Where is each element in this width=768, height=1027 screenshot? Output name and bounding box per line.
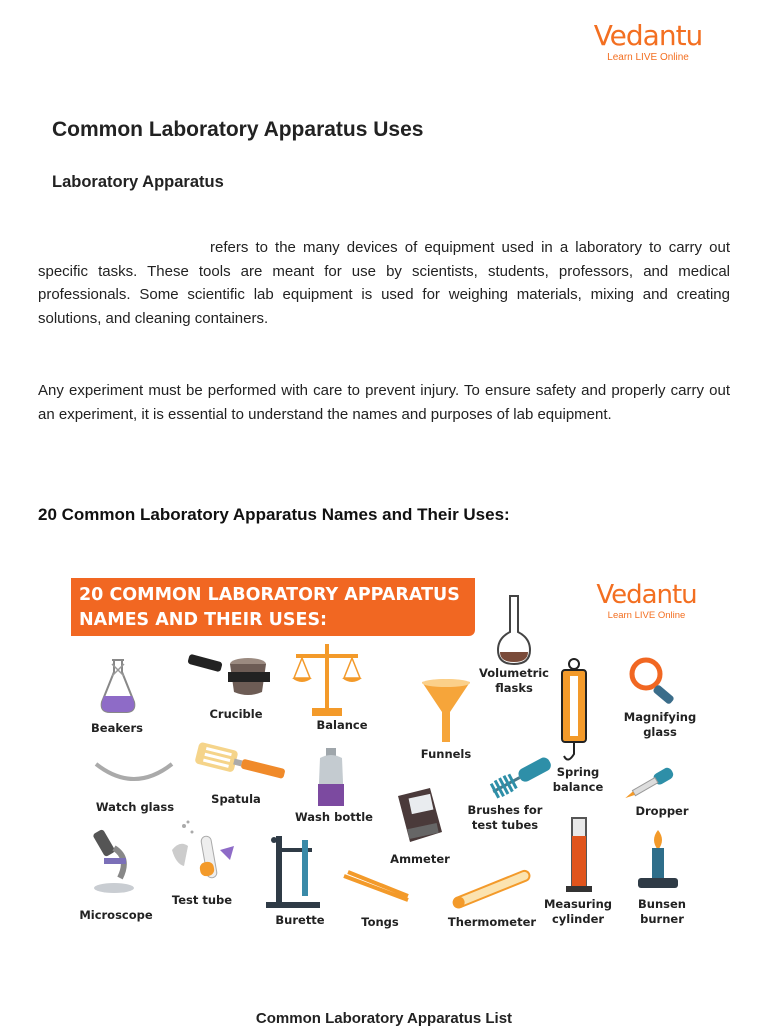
label-tongs: Tongs — [361, 915, 399, 929]
label-dropper: Dropper — [635, 804, 689, 818]
logo-wordmark: Vedantu — [593, 19, 703, 52]
apparatus-list-heading: Common Laboratory Apparatus List — [255, 1010, 513, 1027]
wash-bottle-icon — [314, 746, 348, 810]
watch-glass-icon — [94, 760, 174, 786]
label-volumetric-flasks: Volumetric flasks — [478, 666, 549, 695]
volumetric-flask-icon — [496, 594, 532, 666]
poster-banner-text: 20 COMMON LABORATORY APPARATUS NAMES AND THEIR USES: — [79, 585, 460, 630]
label-bunsen-burner: Bunsen burner — [638, 897, 686, 926]
intro-paragraph — [38, 236, 730, 330]
label-ammeter: Ammeter — [390, 852, 450, 866]
apparatus-infographic — [66, 570, 702, 932]
bunsen-burner-icon — [632, 826, 684, 892]
label-thermometer: Thermometer — [447, 915, 537, 929]
label-test-tube: Test tube — [171, 893, 233, 907]
test-tube-icon — [170, 820, 240, 884]
label-balance: Balance — [316, 718, 368, 732]
vedantu-logo[interactable] — [588, 19, 708, 63]
poster-banner — [71, 578, 475, 636]
crucible-icon — [186, 654, 270, 702]
label-watch-glass: Watch glass — [95, 800, 175, 814]
spatula-icon — [190, 748, 288, 792]
poster-logo-tagline: Learn LIVE Online — [607, 610, 686, 621]
page-title: Common Laboratory Apparatus Uses — [52, 118, 424, 141]
label-measuring-cylinder: Measuring cylinder — [543, 897, 613, 926]
poster-logo-wordmark: Vedantu — [596, 580, 697, 610]
balance-icon — [292, 642, 362, 718]
label-wash-bottle: Wash bottle — [295, 810, 373, 824]
label-beakers: Beakers — [91, 721, 143, 735]
ammeter-icon — [394, 786, 446, 844]
funnel-icon — [420, 678, 472, 744]
logo-tagline: Learn LIVE Online — [607, 52, 689, 63]
burette-icon — [262, 832, 324, 910]
poster-logo — [594, 582, 699, 621]
label-brushes: Brushes for test tubes — [467, 803, 543, 832]
label-spatula: Spatula — [211, 792, 261, 806]
section-heading: 20 Common Laboratory Apparatus Names and Their Uses: — [38, 505, 510, 524]
label-magnifying-glass: Magnifying glass — [623, 710, 697, 739]
label-crucible: Crucible — [209, 707, 263, 721]
magnifying-glass-icon — [628, 656, 684, 704]
section-subtitle: Laboratory Apparatus — [52, 173, 224, 191]
dropper-icon — [620, 768, 680, 802]
intro-paragraph-text: refers to the many devices of equipment used in a laboratory to carry out specific tasks. These tools are meant for use by scientists, students, professors, and medical professionals. Some scientific lab equipment is used for weighing materials, mixing and creating solutions, and cleaning containers. — [38, 239, 730, 327]
label-funnels: Funnels — [420, 747, 472, 761]
measuring-cylinder-icon — [564, 816, 594, 896]
label-spring-balance: Spring balance — [552, 765, 604, 794]
label-microscope: Microscope — [79, 908, 153, 922]
thermometer-icon — [446, 866, 538, 912]
label-burette: Burette — [275, 913, 325, 927]
spring-balance-icon — [558, 658, 590, 764]
microscope-icon — [92, 828, 140, 894]
safety-paragraph: Any experiment must be performed with care to prevent injury. To ensure safety and properly carry out an experiment, it is essential to understand the names and purposes of lab equipment. — [38, 382, 730, 423]
beaker-icon — [94, 656, 142, 716]
tongs-icon — [342, 868, 412, 908]
test-tube-brush-icon — [486, 756, 556, 800]
